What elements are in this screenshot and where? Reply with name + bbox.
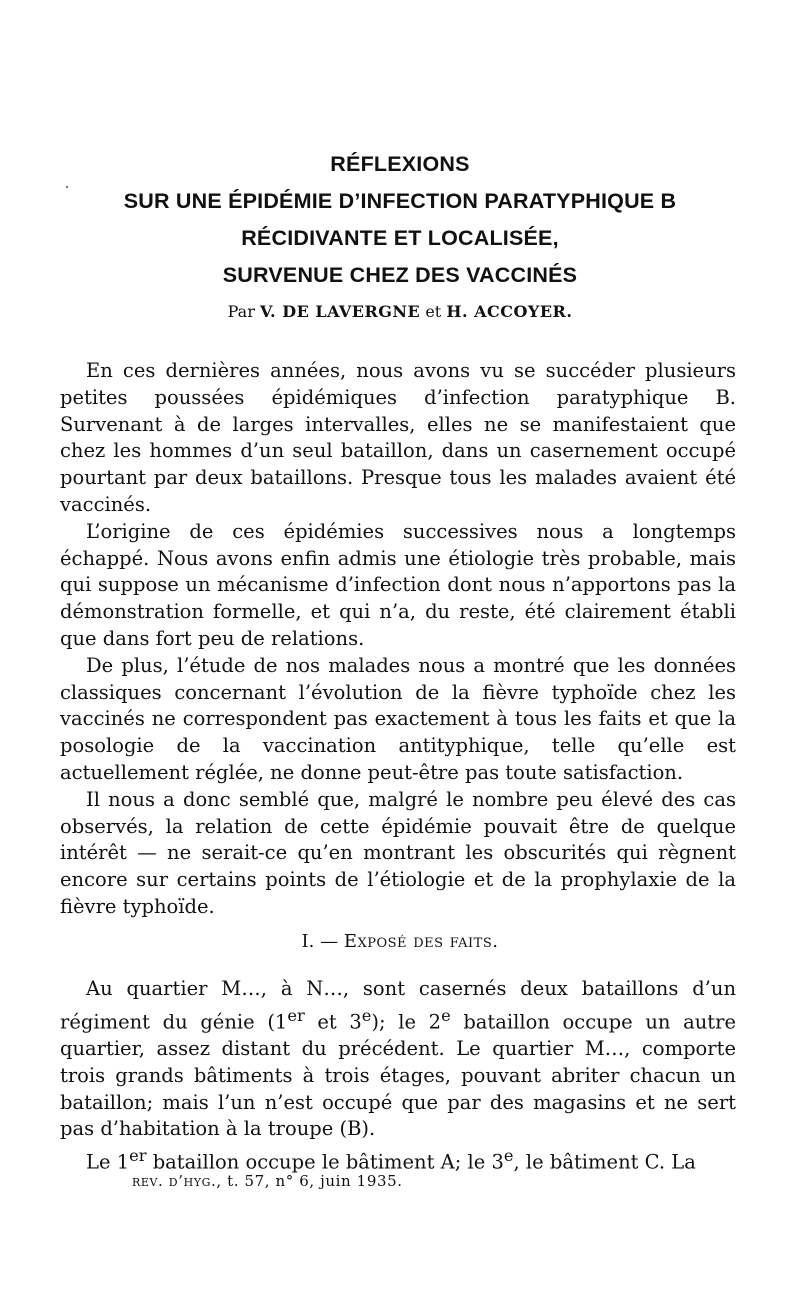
section-title: Exposé des faits. (343, 931, 499, 952)
section-text (60, 976, 736, 1177)
text-run: bataillon occupe le bâtiment A; le 3 (146, 1150, 504, 1174)
journal-footer (132, 1170, 403, 1192)
title-line: SURVENUE CHEZ DES VACCINÉS (222, 263, 578, 287)
section-number: I. — (301, 931, 339, 952)
text-run: et 3 (304, 1010, 362, 1034)
title-line: RÉFLEXIONS (330, 152, 470, 176)
author-name: H. ACCOYER. (446, 302, 573, 321)
text-run: Au quartier M…, à N…, sont casernés deux bataillons d’un régiment du génie (1 (60, 977, 736, 1034)
text-run: , le bâtiment C. La (513, 1150, 696, 1174)
title-line: SUR UNE ÉPIDÉMIE D’INFECTION PARATYPHIQUE B (123, 189, 677, 213)
superscript: er (287, 1005, 305, 1025)
paragraph: L’origine de ces épidémies successives nous a longtemps échappé. Nous avons enfin admis une étiologie très probable, mais qui suppose un mécanisme d’infection dont nous n’apportons pas la démonstration formelle, et qui n’a, du reste, été clairement établi que dans fort peu de relations. (60, 519, 736, 650)
text-run: Le 1 (86, 1150, 130, 1174)
text-run: bataillon occupe un autre quartier, assez distant du précédent. Le quartier M…, comporte trois grands bâtiments à trois étages, pouvant abriter chacun un bataillon; mais l’un n’est occupé que par des magasins et ne sert pas d’habitation à la troupe (B). (60, 1010, 736, 1141)
paragraph: En ces dernières années, nous avons vu se succéder plusieurs petites poussées épidémiques d’infection paratyphique B. Survenant à de larges intervalles, elles ne se manifestaient que chez les hommes d’un seul bataillon, dans un casernement occupé pourtant par deux bataillons. Presque tous les malades avaient été vaccinés. (60, 359, 736, 516)
journal-abbrev: rev. d’hyg., (132, 1172, 222, 1190)
paragraph (60, 976, 736, 1143)
superscript: e (441, 1005, 451, 1025)
paragraph: De plus, l’étude de nos malades nous a montré que les données classiques concernant l’évolution de la fièvre typhoïde chez les vaccinés ne correspondent pas exactement à tous les faits et que la posologie de la vaccination antityphique, telle qu’elle est actuellement réglée, ne donne peut-être pas toute satisfaction. (60, 653, 736, 784)
byline-conjunction: et (425, 302, 442, 321)
article-title (60, 146, 740, 294)
superscript: e (361, 1005, 372, 1025)
journal-citation: t. 57, n° 6, juin 1935. (227, 1172, 403, 1190)
byline (60, 300, 740, 324)
paragraph: Il nous a donc semblé que, malgré le nombre peu élevé des cas observés, la relation de cette épidémie pouvait être de quelque intérêt — ne serait-ce qu’en montrant les obscurités qui règnent encore sur certains points de l’étiologie et de la prophylaxie de la fièvre typhoïde. (60, 787, 736, 918)
title-line: RÉCIDIVANTE ET LOCALISÉE, (241, 226, 559, 250)
text-run: ); le 2 (371, 1010, 442, 1034)
superscript: er (129, 1146, 147, 1166)
intro-text (60, 358, 736, 921)
section-heading (60, 929, 740, 955)
author-name: V. DE LAVERGNE (259, 302, 421, 321)
superscript: e (503, 1146, 514, 1166)
byline-prefix: Par (227, 302, 255, 321)
